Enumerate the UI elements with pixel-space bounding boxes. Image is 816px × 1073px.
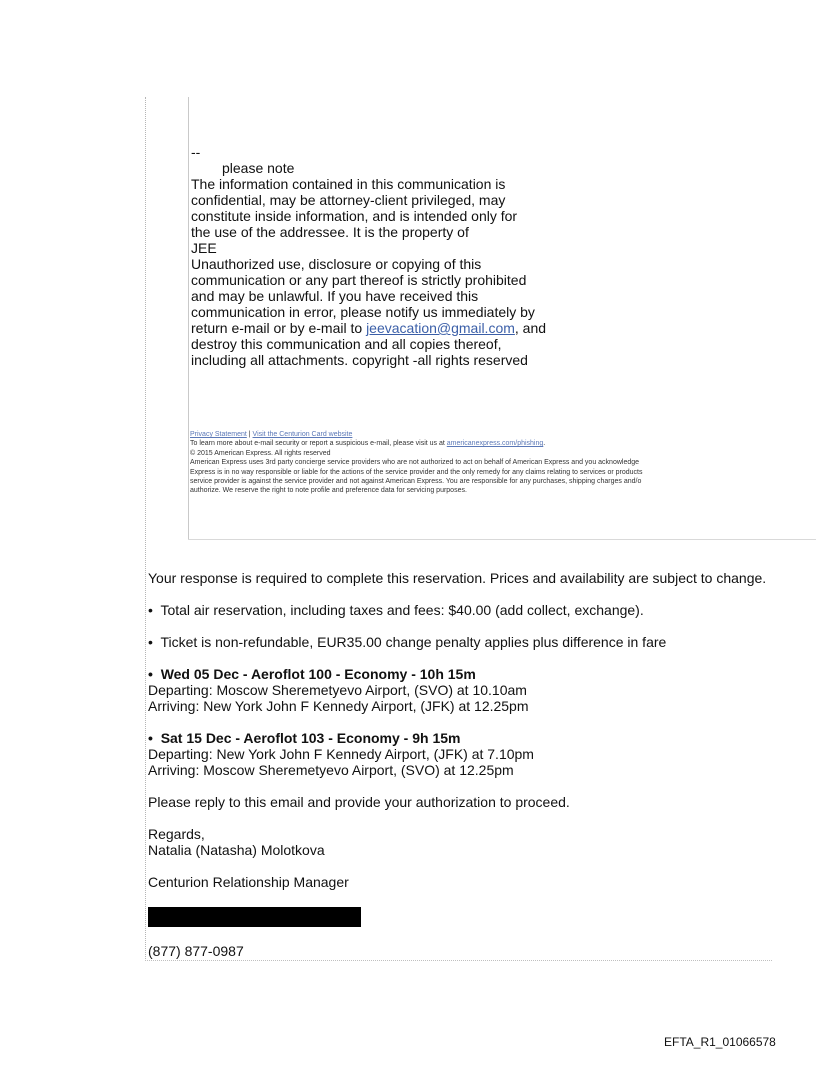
privacy-statement-link[interactable]: Privacy Statement (190, 431, 247, 438)
ticket-terms-item (148, 634, 808, 650)
signature-separator: -- (191, 144, 201, 160)
footer-links (190, 430, 816, 439)
notice-line: The information contained in this communication is (191, 176, 506, 192)
quoted-frame-left-border (188, 97, 189, 539)
reservation-body (148, 570, 808, 890)
flight-arriving: Arriving: New York John F Kennedy Airport, (JFK) at 12.25pm (148, 698, 529, 714)
return-line-suffix: , and (514, 320, 547, 336)
bullet: • (148, 666, 153, 682)
notice-line: including all attachments. copyright -all rights reserved (191, 352, 528, 368)
signature-title: Centurion Relationship Manager (148, 874, 349, 890)
notice-return-line (191, 320, 611, 336)
notice-line: the use of the addressee. It is the property of (191, 224, 469, 240)
bullet: • (148, 730, 153, 746)
bullet: • (148, 634, 153, 650)
phishing-link[interactable]: americanexpress.com/phishing (446, 440, 544, 448)
notice-line: confidential, may be attorney-client privileged, may (191, 192, 506, 208)
notice-line: constitute inside information, and is intended only for (191, 208, 518, 224)
return-line-prefix: return e-mail or by e-mail to (191, 320, 367, 336)
signature-phone-block (148, 943, 808, 959)
copyright-line: © 2015 American Express. All rights reserved (190, 449, 331, 457)
signature-phone: (877) 877-0987 (148, 943, 244, 959)
notice-line: JEE (191, 240, 217, 256)
notice-line: communication in error, please notify us immediately by (191, 304, 535, 320)
disclaimer-line: American Express uses 3rd party concierge service providers who are not authorized to act on behalf of American Express and you acknowledge (190, 459, 640, 467)
flight-arriving: Arriving: Moscow Sheremetyevo Airport, (SVO) at 12.25pm (148, 762, 514, 778)
flight-heading-text: Wed 05 Dec - Aeroflot 100 - Economy - 10h 15m (160, 666, 476, 682)
outer-frame-bottom-border (145, 960, 772, 961)
signature-name: Natalia (Natasha) Molotkova (148, 842, 325, 858)
outer-frame-left-border (145, 97, 146, 961)
disclaimer-line: service provider is against the service provider and not against American Express. You are responsible for any purchases, shipping charges and/o (190, 478, 642, 486)
bullet: • (148, 602, 153, 618)
total-air-item (148, 602, 808, 618)
email-link[interactable]: jeevacation@gmail.com (366, 320, 515, 336)
disclaimer-line: Express is in no way responsible or liable for the actions of the service provider and the only remedy for any claims relating to services or products (190, 468, 643, 476)
redaction-bar (148, 907, 361, 927)
quoted-frame-bottom-border (188, 539, 816, 540)
bates-number: EFTA_R1_01066578 (664, 1035, 776, 1049)
quoted-confidentiality-notice (191, 144, 611, 368)
flight-departing: Departing: New York John F Kennedy Airport, (JFK) at 7.10pm (148, 746, 534, 762)
reply-request: Please reply to this email and provide your authorization to proceed. (148, 794, 570, 810)
flight-heading (148, 730, 808, 746)
notice-line: Unauthorized use, disclosure or copying of this (191, 256, 482, 272)
notice-line: and may be unlawful. If you have received this (191, 288, 479, 304)
centurion-website-link[interactable]: Visit the Centurion Card website (252, 431, 353, 438)
amex-footer (190, 430, 816, 496)
ticket-terms-text: Ticket is non-refundable, EUR35.00 change penalty applies plus difference in fare (160, 634, 667, 650)
flight-departing: Departing: Moscow Sheremetyevo Airport, (SVO) at 10.10am (148, 682, 527, 698)
security-suffix: . (543, 440, 546, 448)
total-air-text: Total air reservation, including taxes and fees: $40.00 (add collect, exchange). (160, 602, 644, 618)
note-heading: please note (222, 160, 295, 176)
reservation-intro: Your response is required to complete this reservation. Prices and availability are subject to change. (148, 570, 767, 586)
footer-link-separator: | (246, 431, 253, 438)
security-line (190, 439, 816, 448)
notice-line: communication or any part thereof is strictly prohibited (191, 272, 527, 288)
signature-closing: Regards, (148, 826, 205, 842)
flight-heading (148, 666, 808, 682)
disclaimer-line: authorize. We reserve the right to note profile and preference data for servicing purposes. (190, 487, 467, 495)
security-text: To learn more about e-mail security or report a suspicious e-mail, please visit us at (190, 440, 447, 448)
flight-heading-text: Sat 15 Dec - Aeroflot 103 - Economy - 9h 15m (160, 730, 461, 746)
notice-line: destroy this communication and all copies thereof, (191, 336, 502, 352)
